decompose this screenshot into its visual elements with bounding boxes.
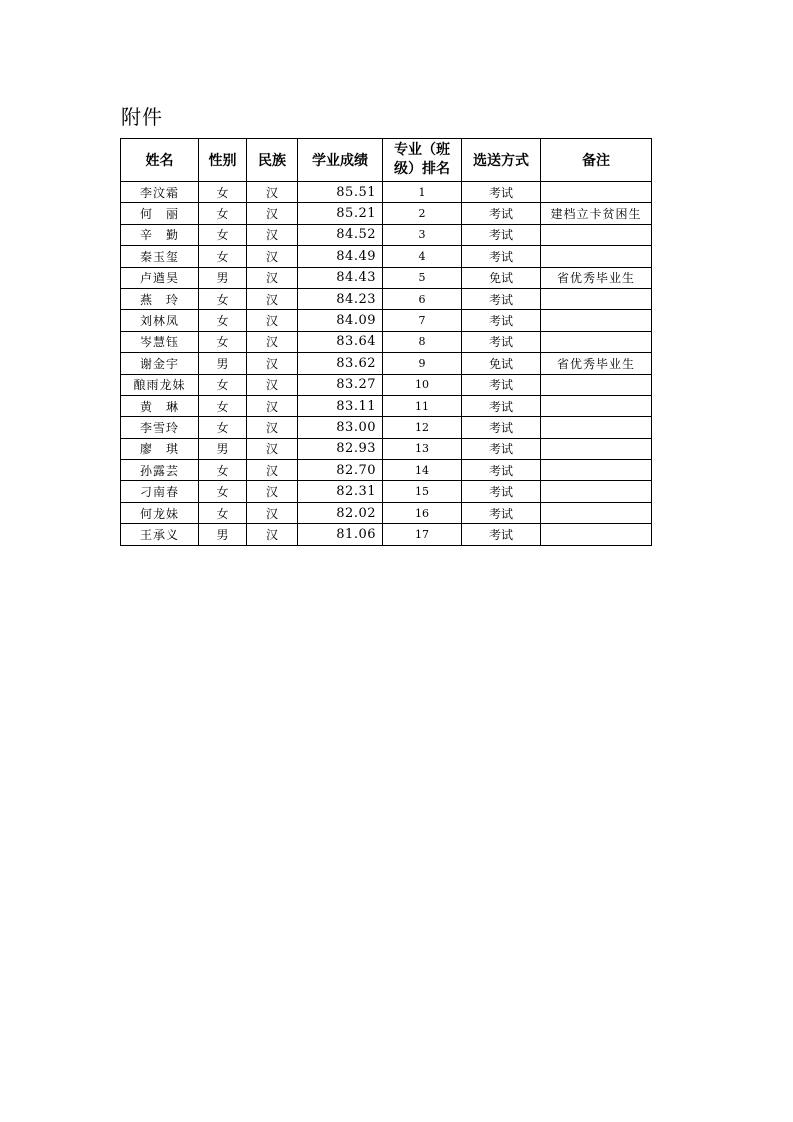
cell-note — [541, 246, 652, 267]
cell-gender: 女 — [199, 182, 247, 203]
cell-score: 84.52 — [298, 224, 383, 245]
cell-score: 84.49 — [298, 246, 383, 267]
table-row — [121, 395, 652, 416]
cell-gender: 女 — [199, 481, 247, 502]
cell-rank: 7 — [383, 310, 462, 331]
cell-method: 考试 — [462, 374, 541, 395]
cell-rank: 12 — [383, 417, 462, 438]
cell-method: 考试 — [462, 288, 541, 309]
attachment-heading: 附件 — [121, 105, 163, 129]
header-score: 学业成绩 — [298, 139, 383, 182]
cell-method: 免试 — [462, 353, 541, 374]
cell-method: 考试 — [462, 224, 541, 245]
cell-ethnicity: 汉 — [247, 524, 298, 545]
cell-rank: 8 — [383, 331, 462, 352]
cell-score: 83.27 — [298, 374, 383, 395]
cell-score: 81.06 — [298, 524, 383, 545]
cell-ethnicity: 汉 — [247, 502, 298, 523]
cell-ethnicity: 汉 — [247, 460, 298, 481]
table-row — [121, 288, 652, 309]
table-body — [121, 182, 652, 546]
cell-gender: 女 — [199, 224, 247, 245]
cell-ethnicity: 汉 — [247, 374, 298, 395]
cell-gender: 女 — [199, 310, 247, 331]
cell-note — [541, 438, 652, 459]
table-row — [121, 460, 652, 481]
cell-method: 考试 — [462, 331, 541, 352]
cell-name: 何 丽 — [121, 203, 199, 224]
cell-ethnicity: 汉 — [247, 246, 298, 267]
cell-gender: 女 — [199, 288, 247, 309]
cell-name: 孙露芸 — [121, 460, 199, 481]
table-row — [121, 310, 652, 331]
cell-gender: 女 — [199, 374, 247, 395]
table-row — [121, 331, 652, 352]
cell-gender: 女 — [199, 417, 247, 438]
header-method: 选送方式 — [462, 139, 541, 182]
cell-note — [541, 481, 652, 502]
cell-gender: 女 — [199, 502, 247, 523]
table-row — [121, 182, 652, 203]
cell-gender: 女 — [199, 395, 247, 416]
header-name: 姓名 — [121, 139, 199, 182]
header-rank: 专业（班级）排名 — [383, 139, 462, 182]
cell-method: 考试 — [462, 203, 541, 224]
cell-method: 考试 — [462, 395, 541, 416]
cell-name: 李雪玲 — [121, 417, 199, 438]
table-row — [121, 417, 652, 438]
cell-rank: 10 — [383, 374, 462, 395]
header-row — [121, 139, 652, 182]
cell-note — [541, 524, 652, 545]
cell-gender: 男 — [199, 438, 247, 459]
cell-ethnicity: 汉 — [247, 224, 298, 245]
cell-score: 83.62 — [298, 353, 383, 374]
cell-method: 免试 — [462, 267, 541, 288]
table-row — [121, 246, 652, 267]
cell-rank: 4 — [383, 246, 462, 267]
cell-score: 84.43 — [298, 267, 383, 288]
cell-method: 考试 — [462, 246, 541, 267]
cell-name: 酿雨龙妹 — [121, 374, 199, 395]
cell-rank: 17 — [383, 524, 462, 545]
cell-rank: 2 — [383, 203, 462, 224]
cell-name: 秦玉玺 — [121, 246, 199, 267]
cell-name: 王承义 — [121, 524, 199, 545]
cell-ethnicity: 汉 — [247, 331, 298, 352]
header-ethnicity: 民族 — [247, 139, 298, 182]
table-row — [121, 481, 652, 502]
cell-ethnicity: 汉 — [247, 417, 298, 438]
cell-name: 燕 玲 — [121, 288, 199, 309]
cell-rank: 15 — [383, 481, 462, 502]
cell-rank: 16 — [383, 502, 462, 523]
header-note: 备注 — [541, 139, 652, 182]
cell-score: 83.00 — [298, 417, 383, 438]
cell-rank: 14 — [383, 460, 462, 481]
cell-gender: 女 — [199, 331, 247, 352]
cell-note: 省优秀毕业生 — [541, 267, 652, 288]
table-row — [121, 374, 652, 395]
cell-name: 刘林凤 — [121, 310, 199, 331]
cell-method: 考试 — [462, 460, 541, 481]
cell-score: 82.31 — [298, 481, 383, 502]
cell-score: 83.11 — [298, 395, 383, 416]
cell-rank: 9 — [383, 353, 462, 374]
cell-note — [541, 182, 652, 203]
cell-note — [541, 224, 652, 245]
cell-gender: 女 — [199, 203, 247, 224]
cell-rank: 11 — [383, 395, 462, 416]
table-row — [121, 524, 652, 545]
cell-gender: 男 — [199, 267, 247, 288]
cell-note — [541, 331, 652, 352]
cell-ethnicity: 汉 — [247, 481, 298, 502]
cell-ethnicity: 汉 — [247, 353, 298, 374]
cell-score: 83.64 — [298, 331, 383, 352]
cell-rank: 5 — [383, 267, 462, 288]
cell-name: 黄 琳 — [121, 395, 199, 416]
cell-gender: 男 — [199, 524, 247, 545]
cell-name: 谢金宇 — [121, 353, 199, 374]
cell-name: 何龙妹 — [121, 502, 199, 523]
table-row — [121, 353, 652, 374]
table-row — [121, 203, 652, 224]
cell-score: 85.51 — [298, 182, 383, 203]
table-row — [121, 267, 652, 288]
header-gender: 性别 — [199, 139, 247, 182]
cell-name: 辛 勤 — [121, 224, 199, 245]
cell-score: 82.02 — [298, 502, 383, 523]
cell-ethnicity: 汉 — [247, 267, 298, 288]
cell-name: 岑慧钰 — [121, 331, 199, 352]
table-row — [121, 502, 652, 523]
cell-ethnicity: 汉 — [247, 395, 298, 416]
cell-note: 省优秀毕业生 — [541, 353, 652, 374]
cell-ethnicity: 汉 — [247, 310, 298, 331]
cell-score: 84.09 — [298, 310, 383, 331]
cell-gender: 女 — [199, 246, 247, 267]
cell-score: 85.21 — [298, 203, 383, 224]
cell-note — [541, 502, 652, 523]
cell-score: 82.93 — [298, 438, 383, 459]
cell-method: 考试 — [462, 502, 541, 523]
table-row — [121, 438, 652, 459]
cell-rank: 6 — [383, 288, 462, 309]
cell-note — [541, 374, 652, 395]
cell-ethnicity: 汉 — [247, 182, 298, 203]
cell-ethnicity: 汉 — [247, 288, 298, 309]
cell-note: 建档立卡贫困生 — [541, 203, 652, 224]
cell-gender: 男 — [199, 353, 247, 374]
cell-note — [541, 395, 652, 416]
cell-method: 考试 — [462, 438, 541, 459]
cell-note — [541, 288, 652, 309]
cell-ethnicity: 汉 — [247, 438, 298, 459]
cell-method: 考试 — [462, 182, 541, 203]
cell-ethnicity: 汉 — [247, 203, 298, 224]
cell-gender: 女 — [199, 460, 247, 481]
table-row — [121, 224, 652, 245]
cell-note — [541, 460, 652, 481]
cell-name: 刁南春 — [121, 481, 199, 502]
cell-rank: 1 — [383, 182, 462, 203]
cell-method: 考试 — [462, 310, 541, 331]
cell-name: 廖 琪 — [121, 438, 199, 459]
cell-note — [541, 310, 652, 331]
cell-note — [541, 417, 652, 438]
cell-name: 李汶霜 — [121, 182, 199, 203]
cell-name: 卢遒昊 — [121, 267, 199, 288]
cell-rank: 13 — [383, 438, 462, 459]
cell-score: 84.23 — [298, 288, 383, 309]
cell-score: 82.70 — [298, 460, 383, 481]
cell-method: 考试 — [462, 417, 541, 438]
cell-method: 考试 — [462, 524, 541, 545]
cell-rank: 3 — [383, 224, 462, 245]
cell-method: 考试 — [462, 481, 541, 502]
candidate-table — [120, 138, 652, 546]
